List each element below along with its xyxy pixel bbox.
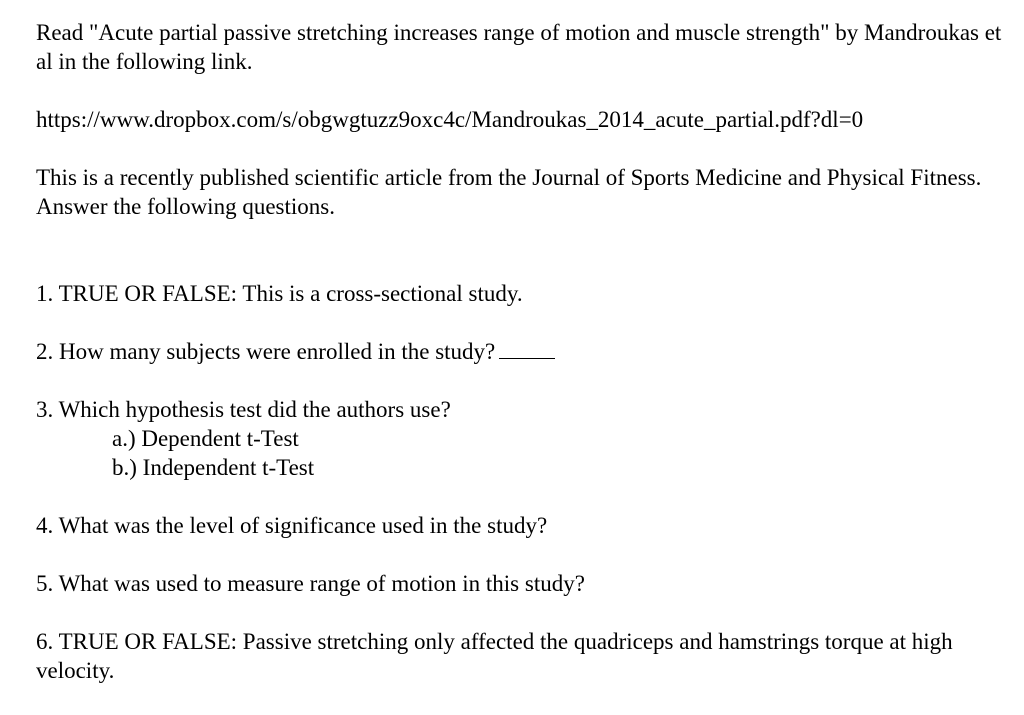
question-2-text: 2. How many subjects were enrolled in the study? xyxy=(36,339,496,364)
question-3 xyxy=(36,395,1006,482)
question-6: 6. TRUE OR FALSE: Passive stretching only affected the quadriceps and hamstrings torque at high velocity. xyxy=(36,629,953,683)
question-5: 5. What was used to measure range of motion in this study? xyxy=(36,571,585,596)
option-a: a.) Dependent t-Test xyxy=(112,426,299,451)
question-1: 1. TRUE OR FALSE: This is a cross-sectional study. xyxy=(36,281,523,306)
question-3-text: 3. Which hypothesis test did the authors use? xyxy=(36,397,451,422)
question-3-options xyxy=(36,424,1006,482)
question-4: 4. What was the level of significance used in the study? xyxy=(36,513,548,538)
article-link[interactable]: https://www.dropbox.com/s/obgwgtuzz9oxc4c/Mandroukas_2014_acute_partial.pdf?dl=0 xyxy=(36,107,864,132)
intro-paragraph: Read "Acute partial passive stretching increases range of motion and muscle strength" by Mandroukas et al in the following link. xyxy=(36,20,1002,74)
answer-blank xyxy=(499,340,555,359)
context-paragraph: This is a recently published scientific article from the Journal of Sports Medicine and Physical Fitness. Answer the following questions. xyxy=(36,165,982,219)
question-2 xyxy=(36,337,1006,366)
option-b: b.) Independent t-Test xyxy=(112,455,315,480)
document xyxy=(36,18,1006,685)
